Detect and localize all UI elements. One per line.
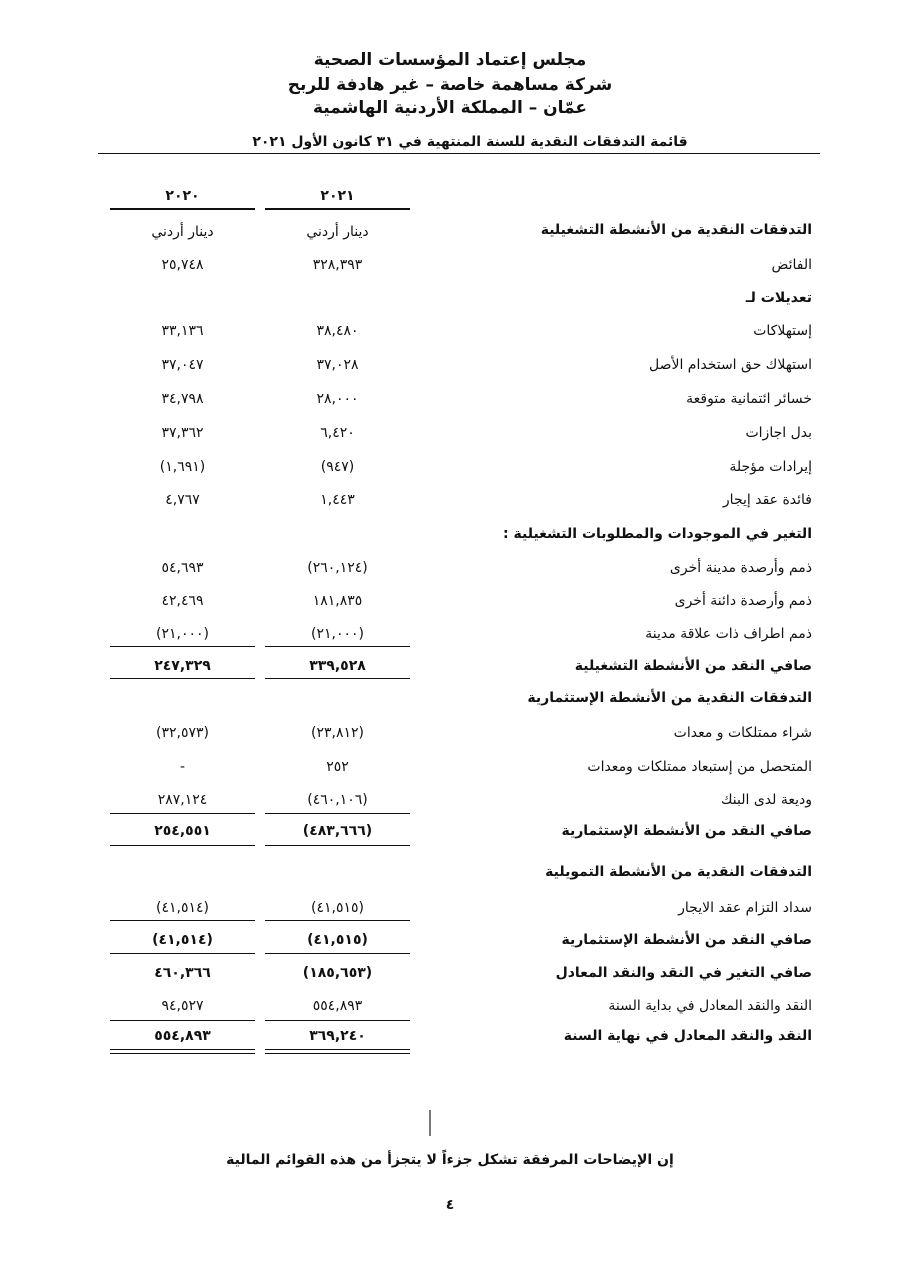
row-label: التدفقات النقدية من الأنشطة التشغيلية: [540, 222, 812, 238]
table-row: [100, 459, 812, 483]
value-2020: ٥٥٤,٨٩٣: [154, 1028, 211, 1044]
value-2021: (٢١,٠٠٠): [311, 626, 364, 642]
value-2021: (٤٦٠,١٠٦): [307, 792, 368, 808]
value-2020: (١,٦٩١): [159, 459, 206, 475]
table-row: [100, 257, 812, 281]
value-2020: ٣٧,٣٦٢: [161, 425, 204, 441]
value-2020: ٣٣,١٣٦: [161, 323, 204, 339]
row-label: سداد التزام عقد الايجار: [678, 900, 812, 916]
total-rule: [265, 845, 410, 846]
subtotal-rule: [265, 646, 410, 647]
value-2020: ٤٢,٤٦٩: [161, 593, 204, 609]
value-2021: ٣٢٨,٣٩٣: [312, 257, 363, 273]
total-rule: [265, 678, 410, 679]
scan-mark: [429, 1110, 431, 1136]
row-label: فائدة عقد إيجار: [722, 492, 812, 508]
total-rule: [110, 678, 255, 679]
row-label: المتحصل من إستبعاد ممتلكات ومعدات: [587, 759, 812, 775]
row-label: ذمم وأرصدة مدينة أخرى: [669, 560, 812, 576]
table-row: [100, 560, 812, 584]
value-2021: ٢٥٢: [326, 759, 349, 775]
grand-total-double-rule: [265, 1049, 410, 1054]
table-row: [100, 759, 812, 783]
subtotal-rule: [110, 646, 255, 647]
value-2021: (٩٤٧): [320, 459, 355, 475]
value-2020: ٣٤,٧٩٨: [161, 391, 204, 407]
row-label: استهلاك حق استخدام الأصل: [648, 357, 812, 373]
table-row: [100, 492, 812, 516]
year-current-underline: [265, 208, 410, 210]
table-row: [100, 823, 812, 847]
row-label: النقد والنقد المعادل في بداية السنة: [608, 998, 812, 1014]
header-divider: [98, 153, 820, 154]
row-label: التدفقات النقدية من الأنشطة الإستثمارية: [527, 690, 812, 706]
row-label: التدفقات النقدية من الأنشطة التمويلية: [545, 864, 812, 880]
table-row: [100, 593, 812, 617]
table-row: [100, 998, 812, 1022]
year-prior-header: ٢٠٢٠: [165, 188, 200, 204]
row-label: خسائر ائتمانية متوقعة: [686, 391, 812, 407]
grand-total-double-rule: [110, 1049, 255, 1054]
value-2020: ٩٤,٥٢٧: [161, 998, 204, 1014]
subtotal-rule: [265, 920, 410, 921]
value-2021: ١,٤٤٣: [320, 492, 355, 508]
footer-note: إن الإيضاحات المرفقة تشكل جزءاً لا يتجزأ من هذه القوائم المالية: [226, 1152, 674, 1168]
location: عمّان – المملكة الأردنية الهاشمية: [312, 98, 588, 118]
total-rule: [110, 953, 255, 954]
value-2021: (٢٦٠,١٢٤): [307, 560, 368, 576]
row-label: صافي النقد من الأنشطة الإستثمارية: [561, 823, 812, 839]
value-2021: ٣٦٩,٢٤٠: [309, 1028, 366, 1044]
value-2020: (٤١,٥١٤): [156, 900, 209, 916]
value-2020: ٣٧,٠٤٧: [161, 357, 204, 373]
row-label: النقد والنقد المعادل في نهاية السنة: [563, 1028, 812, 1044]
row-label: وديعة لدى البنك: [720, 792, 812, 808]
value-2021: ٣٧,٠٢٨: [316, 357, 359, 373]
value-2021: ٥٥٤,٨٩٣: [312, 998, 363, 1014]
value-2021: ٣٣٩,٥٢٨: [309, 658, 366, 674]
value-2020: ٢٥,٧٤٨: [161, 257, 204, 273]
row-label: ذمم وأرصدة دائنة أخرى: [674, 593, 812, 609]
table-row: [100, 725, 812, 749]
currency-prior: دينار أردني: [151, 224, 214, 240]
table-row: [100, 323, 812, 347]
value-2021: (١٨٥,٦٥٣): [302, 965, 373, 981]
page-number: ٤: [445, 1197, 455, 1213]
row-label: شراء ممتلكات و معدات: [673, 725, 812, 741]
value-2021: (٤٨٣,٦٦٦): [302, 823, 373, 839]
subtotal-rule: [110, 813, 255, 814]
total-rule: [265, 953, 410, 954]
row-label: بدل اجازات: [745, 425, 812, 441]
row-label: الفائض: [771, 257, 812, 273]
value-2021: ٣٨,٤٨٠: [316, 323, 359, 339]
value-2020: ٥٤,٦٩٣: [161, 560, 204, 576]
value-2020: (٣٢,٥٧٣): [156, 725, 209, 741]
subtotal-rule: [265, 813, 410, 814]
row-label: صافي التغير في النقد والنقد المعادل: [555, 965, 812, 981]
council-name: مجلس إعتماد المؤسسات الصحية: [313, 50, 587, 70]
value-2021: ٦,٤٢٠: [320, 425, 355, 441]
subtotal-rule: [110, 920, 255, 921]
total-rule: [110, 845, 255, 846]
table-row: [100, 222, 812, 246]
table-row: [100, 425, 812, 449]
value-2020: -: [179, 759, 186, 775]
value-2020: (٢١,٠٠٠): [156, 626, 209, 642]
value-2021: (٤١,٥١٥): [311, 900, 364, 916]
table-row: [100, 391, 812, 415]
value-2020: ٤٦٠,٣٦٦: [154, 965, 211, 981]
table-row: [100, 526, 812, 550]
value-2020: (٤١,٥١٤): [152, 932, 213, 948]
value-2021: (٤١,٥١٥): [307, 932, 368, 948]
table-row: [100, 357, 812, 381]
value-2021: (٢٣,٨١٢): [311, 725, 364, 741]
table-row: [100, 690, 812, 714]
subtotal-rule: [265, 1020, 410, 1021]
table-row: [100, 290, 812, 314]
value-2021: ٢٨,٠٠٠: [316, 391, 359, 407]
table-row: [100, 965, 812, 989]
subtotal-rule: [110, 1020, 255, 1021]
table-row: [100, 864, 812, 888]
company-type: شركة مساهمة خاصة – غير هادفة للربح: [287, 75, 613, 95]
value-2021: ١٨١,٨٣٥: [312, 593, 363, 609]
value-2020: ٢٨٧,١٢٤: [157, 792, 208, 808]
row-label: إيرادات مؤجلة: [729, 459, 812, 475]
statement-title: قائمة التدفقات النقدية للسنة المنتهية في ٣١ كانون الأول ٢٠٢١: [252, 134, 688, 150]
value-2020: ٢٤٧,٣٢٩: [154, 658, 211, 674]
value-2020: ٤,٧٦٧: [165, 492, 200, 508]
value-2020: ٢٥٤,٥٥١: [154, 823, 211, 839]
row-label: صافي النقد من الأنشطة الإستثمارية: [561, 932, 812, 948]
row-label: صافي النقد من الأنشطة التشغيلية: [574, 658, 812, 674]
row-label: إستهلاكات: [753, 323, 812, 339]
year-prior-underline: [110, 208, 255, 210]
currency-current: دينار أردني: [306, 224, 369, 240]
year-current-header: ٢٠٢١: [320, 188, 355, 204]
row-label: تعديلات لـ: [745, 290, 812, 306]
row-label: ذمم اطراف ذات علاقة مدينة: [645, 626, 812, 642]
row-label: التغير في الموجودات والمطلوبات التشغيلية :: [503, 526, 812, 542]
